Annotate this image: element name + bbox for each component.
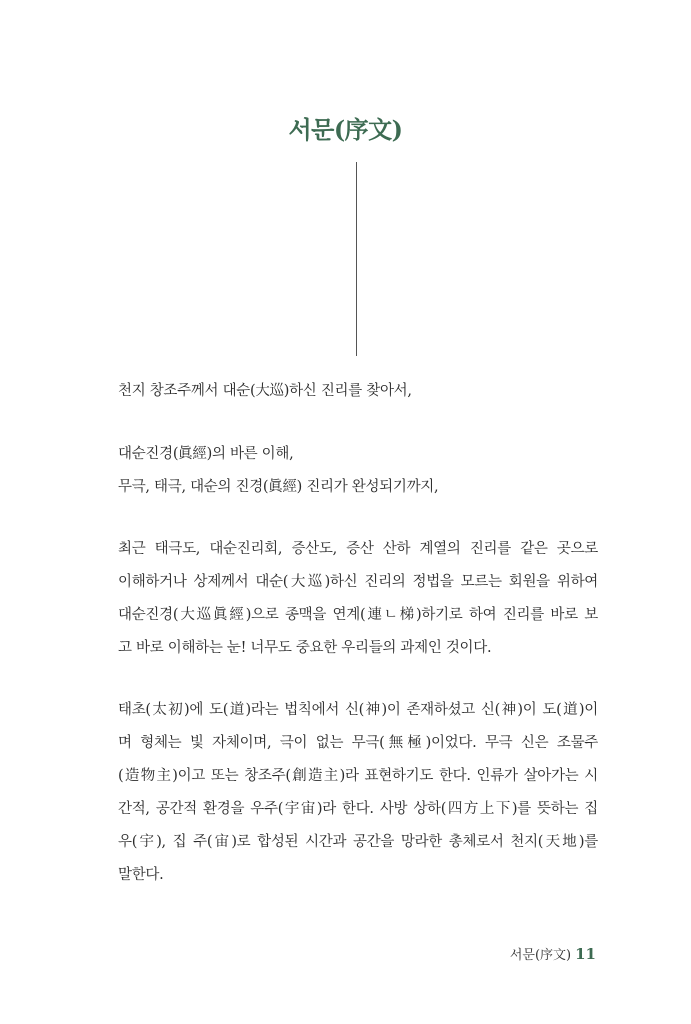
page-title: 서문(序文) [288,115,403,144]
text-line: 고 바로 이해하는 눈! 너무도 중요한 우리들의 과제인 것이다. [118,640,492,656]
text-line: 대순진경(眞經)의 바른 이해, [118,446,294,462]
running-title: 서문(序文) [509,948,572,963]
text-line: 이해하거나 상제께서 대순(大巡)하신 진리의 정법을 모르는 회원을 위하여 [118,574,598,590]
text-line: 무극, 태극, 대순의 진경(眞經) 진리가 완성되기까지, [118,479,439,495]
vertical-divider [356,162,357,356]
text-line: (造物主)이고 또는 창조주(創造主)라 표현하기도 한다. 인류가 살아가는 시 [118,768,598,784]
page-number: 11 [575,945,596,963]
text-line: 최근 태극도, 대순진리회, 증산도, 증산 산하 계열의 진리를 같은 곳으로 [118,541,598,557]
text-line: 며 형체는 빛 자체이며, 극이 없는 무극(無極)이었다. 무극 신은 조물주 [118,735,598,751]
text-line: 대순진경(大巡眞經)으로 종맥을 연계(連ㄴ梯)하기로 하여 진리를 바로 보 [118,607,598,623]
text-line: 말한다. [118,867,164,883]
text-line: 간적, 공간적 환경을 우주(宇宙)라 한다. 사방 상하(四方上下)를 뜻하는 집 [118,801,598,817]
text-line: 태초(太初)에 도(道)라는 법칙에서 신(神)이 존재하셨고 신(神)이 도(道)이 [118,702,598,718]
text-line: 우(宇), 집 주(宙)로 합성된 시간과 공간을 망라한 총체로서 천지(天地)를 [118,834,598,850]
text-line: 천지 창조주께서 대순(大巡)하신 진리를 찾아서, [118,383,412,399]
page-footer [510,944,596,963]
